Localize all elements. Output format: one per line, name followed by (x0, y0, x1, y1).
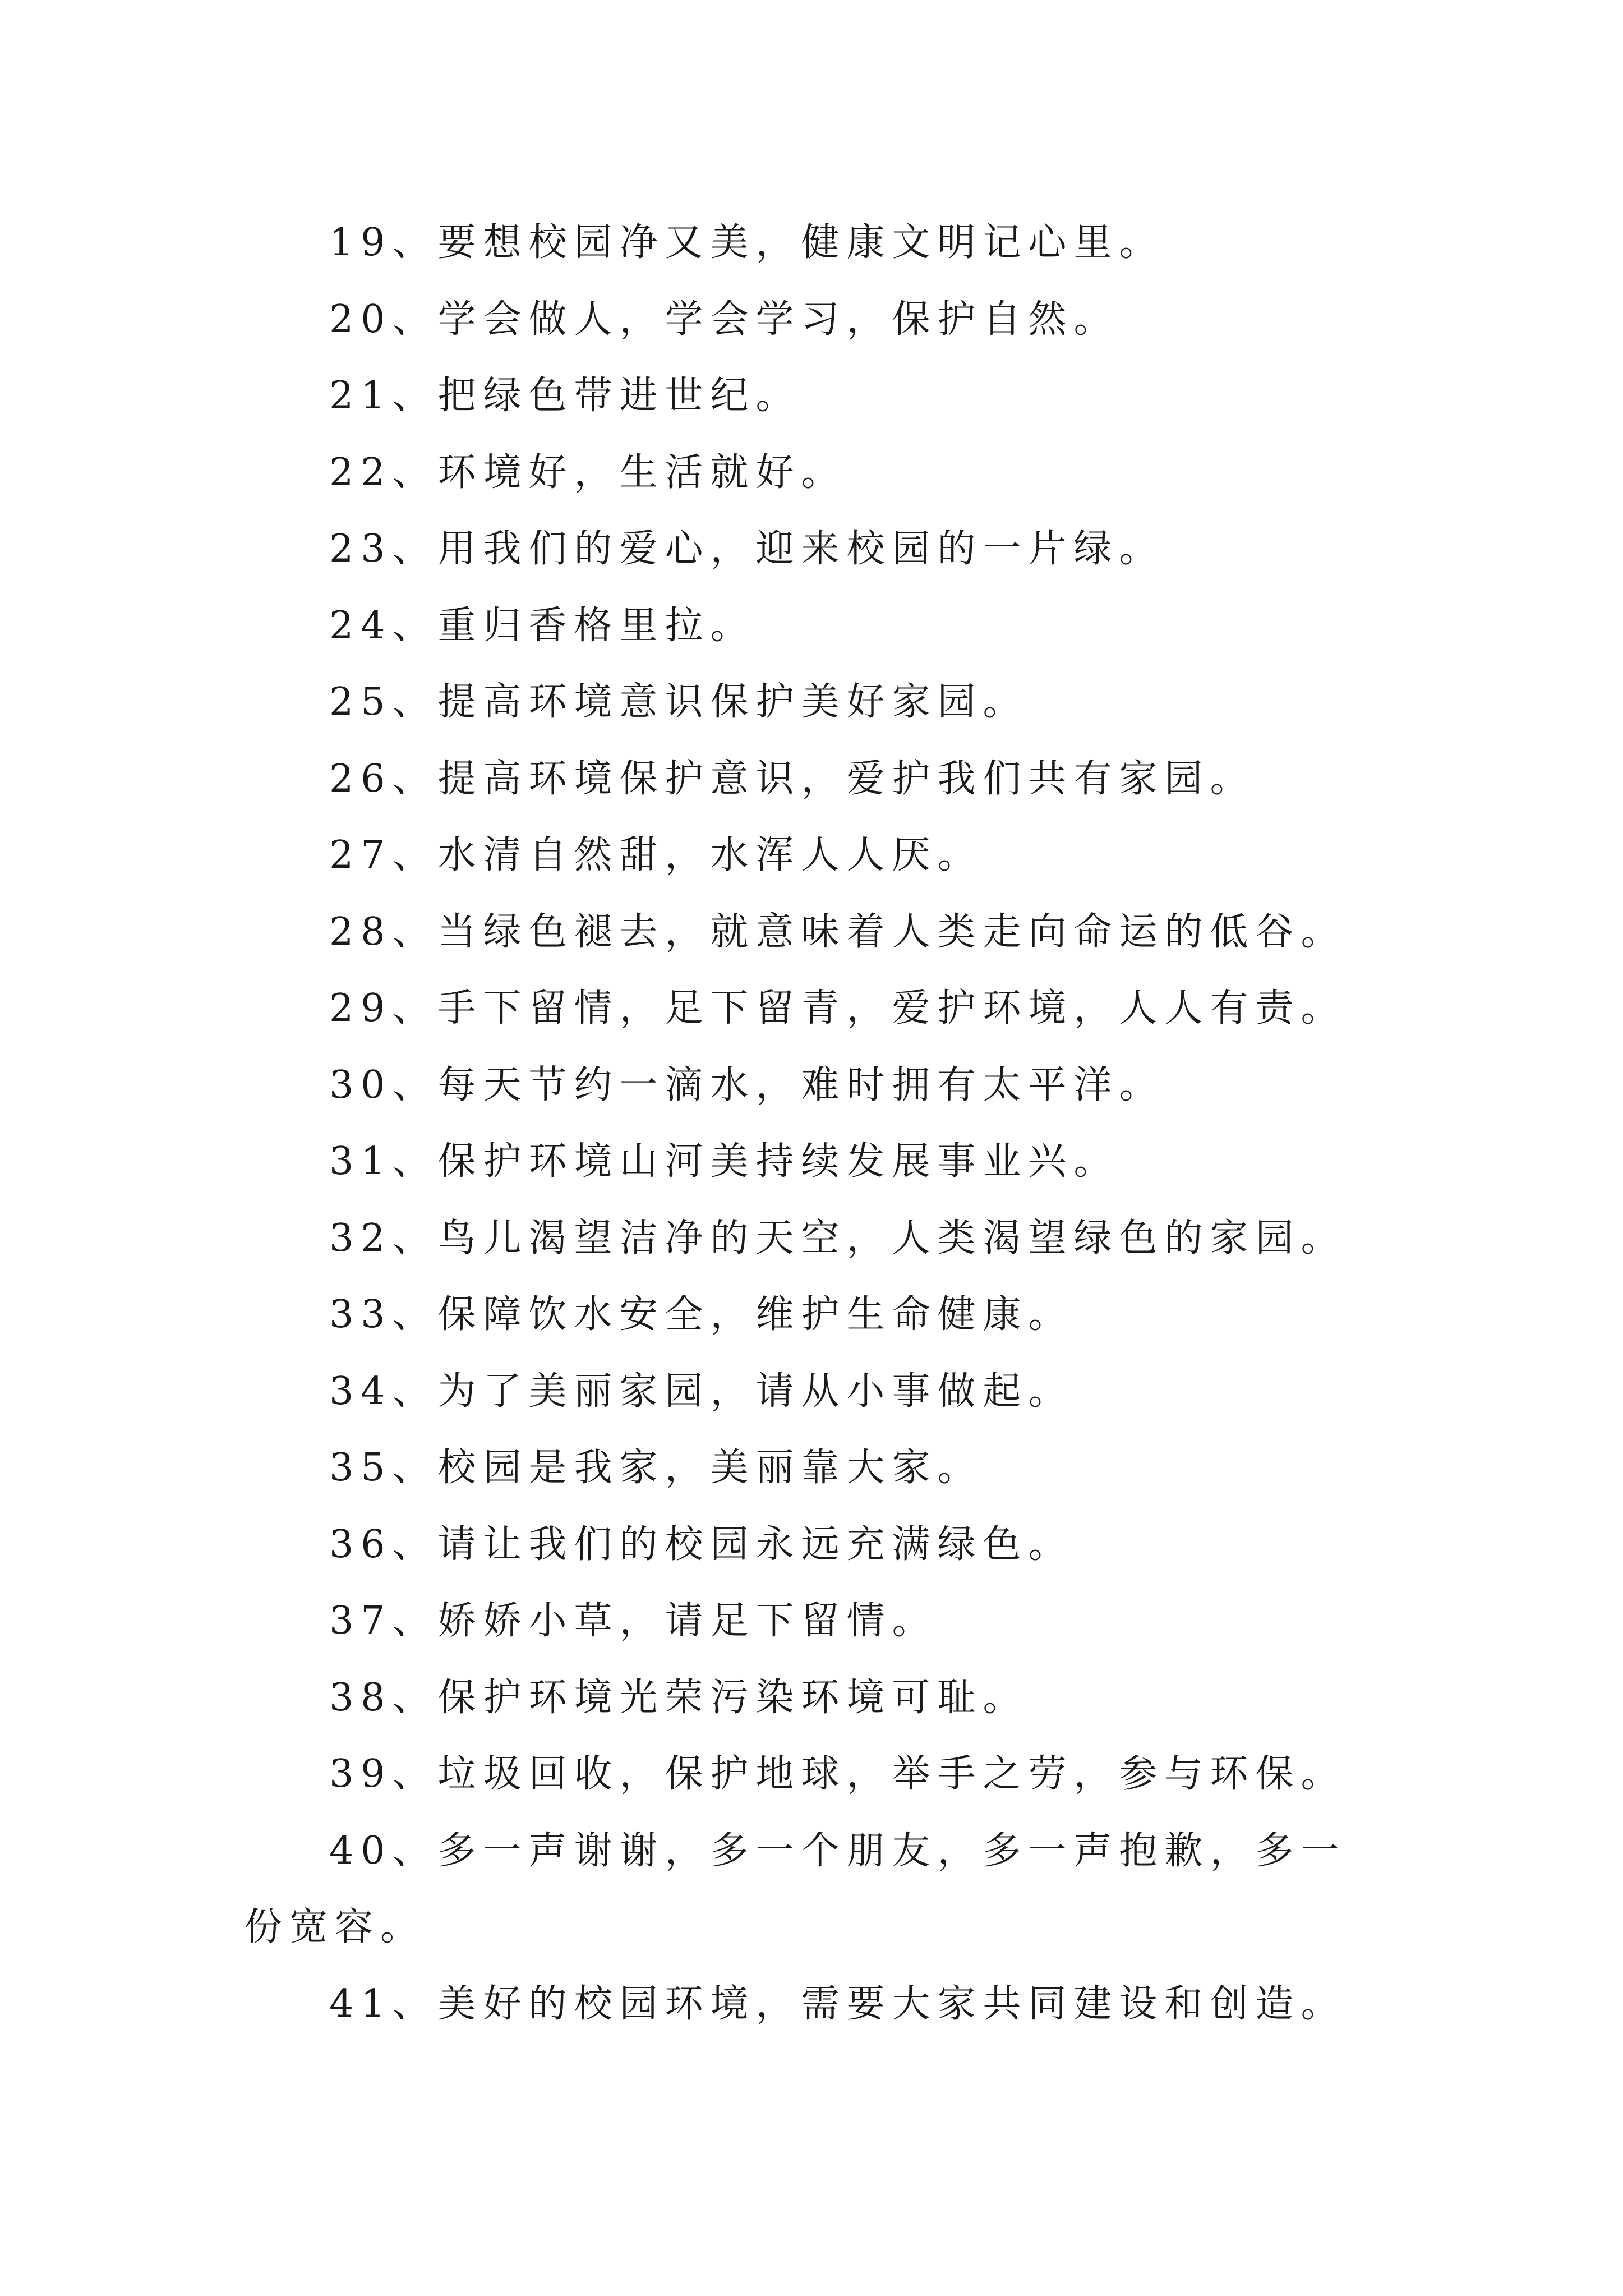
list-item: 26、提高环境保护意识，爱护我们共有家园。 (329, 756, 1256, 801)
list-item: 31、保护环境山河美持续发展事业兴。 (329, 1139, 1119, 1184)
list-item: 35、校园是我家，美丽靠大家。 (329, 1446, 983, 1490)
list-item: 41、美好的校园环境，需要大家共同建设和创造。 (329, 1981, 1347, 2026)
list-item: 23、用我们的爱心，迎来校园的一片绿。 (329, 527, 1165, 571)
list-item: 33、保障饮水安全，维护生命健康。 (329, 1292, 1074, 1337)
list-item: 24、重归香格里拉。 (329, 603, 756, 648)
list-item: 21、把绿色带进世纪。 (329, 374, 801, 418)
list-item: 29、手下留情，足下留青，爱护环境，人人有责。 (329, 986, 1347, 1030)
list-item: 39、垃圾回收，保护地球，举手之劳，参与环保。 (329, 1752, 1347, 1796)
list-item: 22、环境好，生活就好。 (329, 450, 847, 495)
list-item: 36、请让我们的校园永远充满绿色。 (329, 1522, 1074, 1567)
list-item: 28、当绿色褪去，就意味着人类走向命运的低谷。 (329, 909, 1347, 954)
list-item: 19、要想校园净又美，健康文明记心里。 (329, 220, 1165, 265)
list-item: 34、为了美丽家园，请从小事做起。 (329, 1369, 1074, 1414)
list-item: 30、每天节约一滴水，难时拥有太平洋。 (329, 1062, 1165, 1107)
list-item: 25、提高环境意识保护美好家园。 (329, 680, 1029, 724)
list-item: 40、多一声谢谢，多一个朋友，多一声抱歉，多一份宽容。 (244, 1828, 1347, 1949)
list-item: 38、保护环境光荣污染环境可耻。 (329, 1675, 1029, 1720)
slogan-list (244, 205, 1388, 2042)
list-item: 27、水清自然甜，水浑人人厌。 (329, 833, 983, 877)
list-item: 37、娇娇小草，请足下留情。 (329, 1599, 938, 1643)
list-item: 32、鸟儿渴望洁净的天空，人类渴望绿色的家园。 (329, 1216, 1347, 1260)
list-item: 20、学会做人，学会学习，保护自然。 (329, 297, 1119, 342)
